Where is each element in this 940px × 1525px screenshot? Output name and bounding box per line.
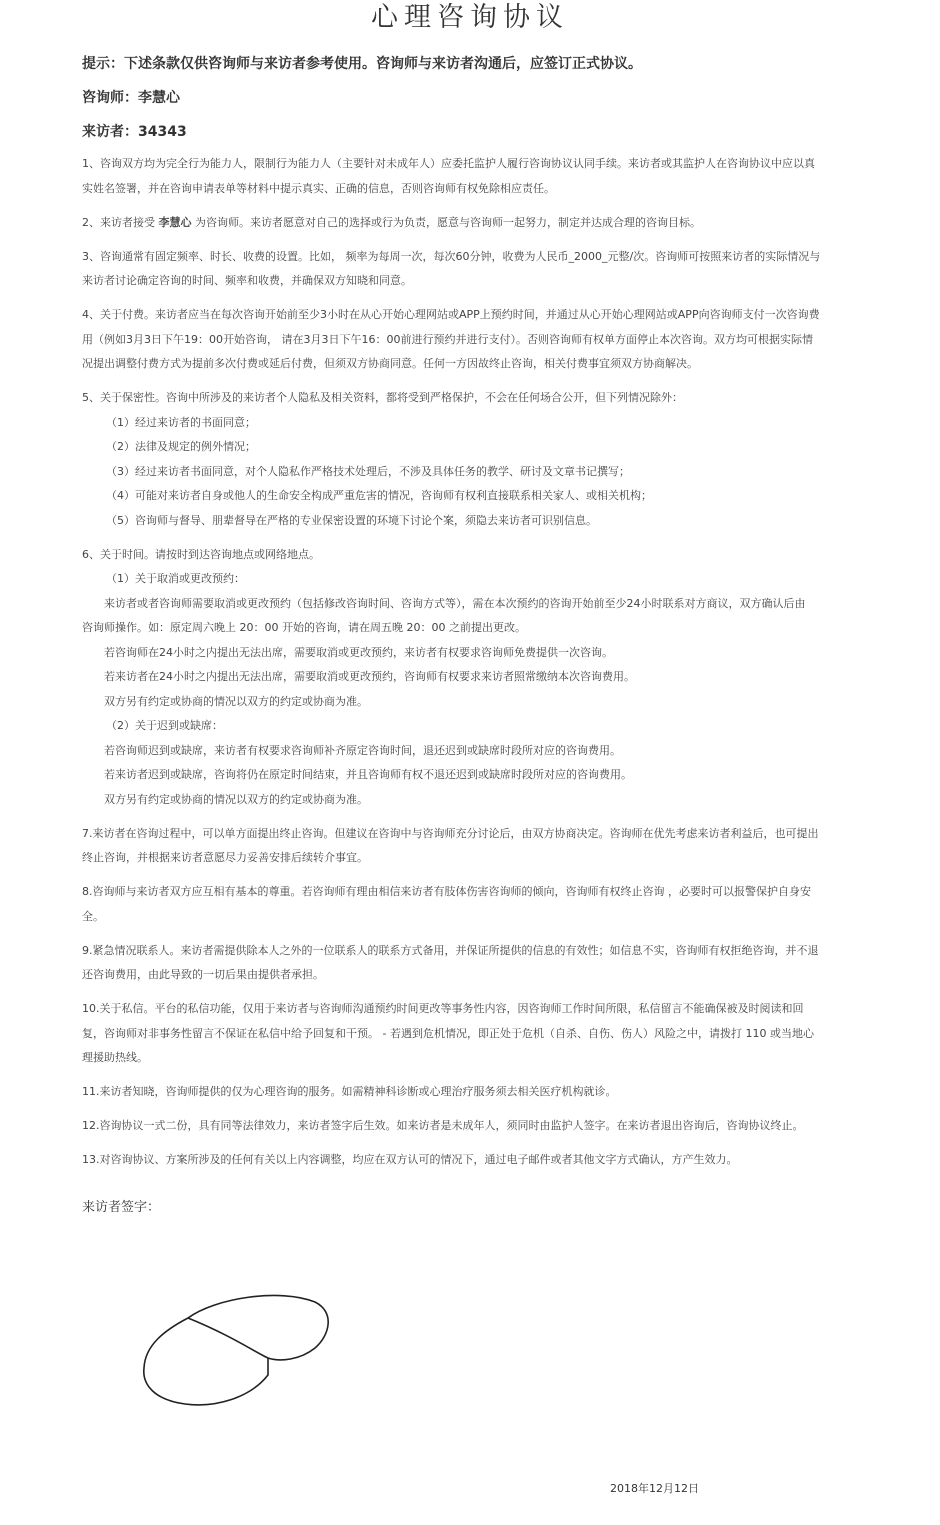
- clause-3: [82, 245, 860, 294]
- clause-11: [82, 1080, 860, 1105]
- clause-5-item-2: （2）法律及规定的例外情况；: [106, 440, 256, 453]
- clause-7-line-2: 终止咨询，并根据来访者意愿尽力妥善安排后续转介事宜。: [82, 851, 368, 864]
- clause-6-para-6: 若来访者迟到或缺席，咨询将仍在原定时间结束，并且咨询师有权不退还迟到或缺席时段所对应的咨询费用。: [104, 768, 632, 781]
- clause-6-subheading-2: （2）关于迟到或缺席：: [106, 719, 223, 732]
- clause-10-line-1: 10.关于私信。平台的私信功能，仅用于来访者与咨询师沟通预约时间更改等事务性内容，因咨询师工作时间所限，私信留言不能确保被及时阅读和回: [82, 1002, 804, 1015]
- clause-3-line-2: 来访者讨论确定咨询的时间、频率和收费，并确保双方知晓和同意。: [82, 274, 412, 287]
- clause-7-line-1: 7.来访者在咨询过程中，可以单方面提出终止咨询。但建议在咨询中与咨询师充分讨论后，由双方协商决定。咨询师在优先考虑来访者利益后，也可提出: [82, 826, 819, 840]
- clause-12: [82, 1114, 860, 1139]
- clause-4-line-2: 用（例如3月3日下午19：00开始咨询， 请在3月3日下午16：00前进行预约并进行支付）。否则咨询师有权单方面停止本次咨询。双方均可根据实际情: [82, 332, 813, 346]
- clause-8-line-2: 全。: [82, 909, 104, 923]
- clause-4-line-3: 况提出调整付费方式为提前多次付费或延后付费，但须双方协商同意。任何一方因故终止咨询，相关付费事宜须双方协商解决。: [82, 357, 698, 370]
- signature-label: 来访者签字：: [82, 1200, 161, 1215]
- clause-6-para-7: 双方另有约定或协商的情况以双方的约定或协商为准。: [104, 792, 368, 806]
- clause-6-para-2: 若咨询师在24小时之内提出无法出席，需要取消或更改预约，来访者有权要求咨询师免费提供一次咨询。: [104, 645, 613, 659]
- counselor-name: 李慧心: [158, 215, 192, 229]
- clause-10: [82, 997, 860, 1071]
- clause-6-subheading-1: （1）关于取消或更改预约：: [106, 572, 245, 585]
- clause-4: [82, 303, 860, 377]
- clause-10-line-3: 理援助热线。: [82, 1051, 148, 1064]
- document-title: 心理咨询协议: [371, 2, 569, 33]
- clause-2-line-1: [82, 211, 860, 236]
- clause-8: [82, 880, 860, 929]
- clause-8-line-1: 8.咨询师与来访者双方应互相有基本的尊重。若咨询师有理由相信来访者有肢体伤害咨询师的倾向，咨询师有权终止咨询 ，必要时可以报警保护自身安: [82, 885, 811, 898]
- clause-7: [82, 822, 860, 871]
- clause-6-para-1b: 咨询师操作。如：原定周六晚上 20：00 开始的咨询，请在周五晚 20：00 之前提出更改。: [82, 621, 526, 634]
- clause-13-line-1: 13.对咨询协议、方案所涉及的任何有关以上内容调整，均应在双方认可的情况下，通过电子邮件或者其他文字方式确认，方产生效力。: [82, 1153, 738, 1166]
- clause-6-para-4: 双方另有约定或协商的情况以双方的约定或协商为准。: [104, 694, 368, 708]
- signature-date: 2018年12月12日: [610, 1482, 699, 1495]
- clause-9: [82, 939, 860, 988]
- clause-9-line-1: 9.紧急情况联系人。来访者需提供除本人之外的一位联系人的联系方式备用，并保证所提供的信息的有效性；如信息不实，咨询师有权拒绝咨询，并不退: [82, 943, 819, 957]
- clause-1-line-1: 1、咨询双方均为完全行为能力人，限制行为能力人（主要针对未成年人）应委托监护人履行咨询协议认同手续。来访者或其监护人在咨询协议中应以真: [82, 157, 815, 170]
- clause-6-para-5: 若咨询师迟到或缺席，来访者有权要求咨询师补齐原定咨询时间，退还迟到或缺席时段所对应的咨询费用。: [104, 743, 621, 757]
- clause-3-line-1: 3、咨询通常有固定频率、时长、收费的设置。比如， 频率为每周一次，每次60分钟，收费为人民币_2000_元整/次。咨询师可按照来访者的实际情况与: [82, 249, 821, 263]
- clause-13: [82, 1148, 860, 1173]
- counselor-line: 咨询师：李慧心: [82, 90, 180, 106]
- clause-12-line-1: 12.咨询协议一式二份，具有同等法律效力，来访者签字后生效。如来访者是未成年人，须同时由监护人签字。在来访者退出咨询后，咨询协议终止。: [82, 1119, 804, 1132]
- clause-6-para-3: 若来访者在24小时之内提出无法出席，需要取消或更改预约，咨询师有权要求来访者照常缴纳本次咨询费用。: [104, 670, 635, 683]
- clause-6-para-1a: 来访者或者咨询师需要取消或更改预约（包括修改咨询时间、咨询方式等），需在本次预约的咨询开始前至少24小时联系对方商议，双方确认后由: [104, 596, 806, 610]
- clause-5-item-1: （1）经过来访者的书面同意；: [106, 415, 256, 429]
- clause-5-item-4: （4）可能对来访者自身或他人的生命安全构成严重危害的情况，咨询师有权利直接联系相关家人、或相关机构；: [106, 489, 652, 502]
- clause-5: [82, 386, 860, 533]
- clause-5-item-3: （3）经过来访者书面同意，对个人隐私作严格技术处理后，不涉及具体任务的教学、研讨及文章书记撰写；: [106, 464, 630, 478]
- clause-1-line-2: 实姓名签署，并在咨询申请表单等材料中提示真实、正确的信息，否则咨询师有权免除相应责任。: [82, 181, 555, 195]
- clause-6: [82, 543, 860, 813]
- clause-4-line-1: 4、关于付费。来访者应当在每次咨询开始前至少3小时在从心开始心理网站或APP上预约时间，并通过从心开始心理网站或APP向咨询师支付一次咨询费: [82, 308, 820, 321]
- clause-2-prefix: 2、来访者接受: [82, 215, 159, 229]
- clause-2: [82, 211, 860, 236]
- clause-9-line-2: 还咨询费用，由此导致的一切后果由提供者承担。: [82, 968, 324, 981]
- clause-6-line-1: 6、关于时间。请按时到达咨询地点或网络地点。: [82, 547, 320, 561]
- clause-11-line-1: 11.来访者知晓，咨询师提供的仅为心理咨询的服务。如需精神科诊断或心理治疗服务须去相关医疗机构就诊。: [82, 1085, 617, 1098]
- visitor-line: 来访者：34343: [82, 124, 187, 140]
- clauses: [82, 152, 860, 1182]
- clause-10-line-2: 复，咨询师对非事务性留言不保证在私信中给予回复和干预。 - 若遇到危机情况，即正处于危机（自杀、自伤、伤人）风险之中，请拨打 110 或当地心: [82, 1026, 814, 1040]
- signature-drawing: [130, 1280, 340, 1420]
- clause-5-item-5: （5）咨询师与督导、朋辈督导在严格的专业保密设置的环境下讨论个案，须隐去来访者可识别信息。: [106, 513, 597, 527]
- notice-text: 提示：下述条款仅供咨询师与来访者参考使用。咨询师与来访者沟通后，应签订正式协议。: [82, 56, 642, 72]
- clause-5-line-1: 5、关于保密性。咨询中所涉及的来访者个人隐私及相关资料，都将受到严格保护，不会在任何场合公开，但下列情况除外：: [82, 391, 683, 404]
- clause-1: [82, 152, 860, 201]
- clause-2-suffix: 为咨询师。来访者愿意对自己的选择或行为负责，愿意与咨询师一起努力，制定并达成合理的咨询目标。: [191, 215, 701, 229]
